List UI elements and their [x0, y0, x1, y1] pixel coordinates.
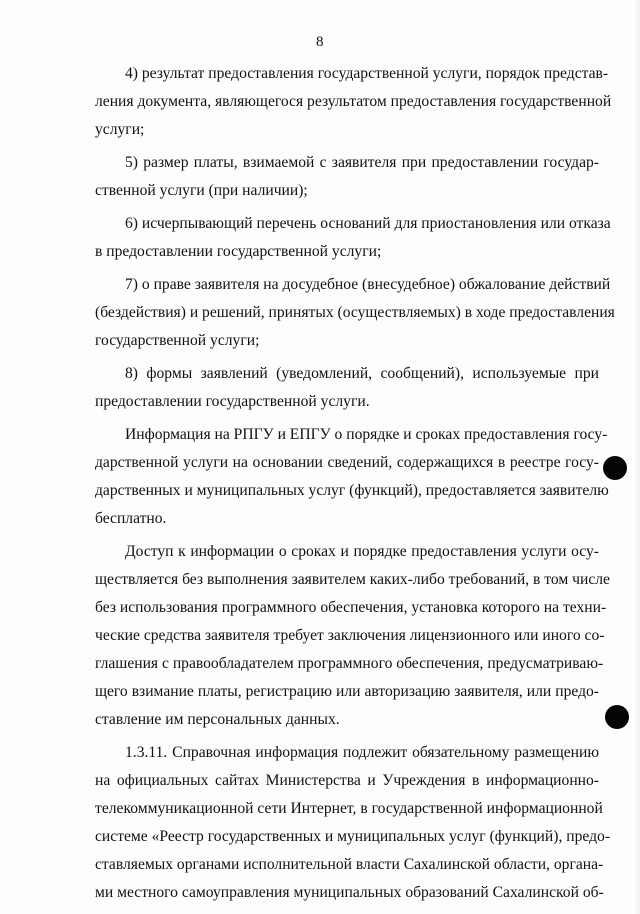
text-line: на официальных сайтах Министерства и Учреждения в информационно-	[95, 772, 599, 789]
text-line: 5) размер платы, взимаемой с заявителя при предоставлении государ-	[125, 154, 599, 171]
text-line: бесплатно.	[95, 510, 167, 527]
scan-edge-shadow	[634, 0, 640, 914]
text-line: государственной услуги;	[95, 332, 260, 349]
text-line: 7) о праве заявителя на досудебное (внесудебное) обжалование действий	[125, 276, 611, 293]
page-number: 8	[316, 34, 324, 50]
text-line: системе «Реестр государственных и муниципальных услуг (функций), предо-	[95, 828, 611, 845]
text-line: дарственных и муниципальных услуг (функций), предоставляется заявителю	[95, 482, 609, 499]
text-line: услуги;	[95, 121, 145, 138]
text-line: глашения с правообладателем программного обеспечения, предусматриваю-	[95, 655, 604, 672]
text-line: предоставлении государственной услуги.	[95, 393, 370, 410]
text-line: дарственной услуги на основании сведений, содержащихся в реестре госу-	[95, 454, 599, 471]
text-line: 6) исчерпывающий перечень оснований для приостановления или отказа	[125, 215, 611, 232]
text-line: в предоставлении государственной услуги;	[95, 243, 382, 260]
text-line: ческие средства заявителя требует заключения лицензионного или иного со-	[95, 627, 605, 644]
text-line: без использования программного обеспечения, установка которого на техни-	[95, 599, 607, 616]
text-line: ставляемых органами исполнительной власти Сахалинской области, органа-	[95, 856, 604, 873]
text-line: ми местного самоуправления муниципальных образований Сахалинской об-	[95, 884, 604, 901]
text-line: 4) результат предоставления государственной услуги, порядок представ-	[125, 65, 609, 82]
text-line: щего взимание платы, регистрацию или авторизацию заявителя, или предо-	[95, 683, 599, 700]
text-line: телекоммуникационной сети Интернет, в государственной информационной	[95, 800, 603, 817]
text-line: 8) формы заявлений (уведомлений, сообщений), используемые при	[125, 365, 599, 382]
text-line: Информация на РПГУ и ЕПГУ о порядке и сроках предоставления госу-	[125, 426, 608, 443]
document-body	[95, 60, 615, 907]
text-line: ставление им персональных данных.	[95, 711, 340, 728]
text-line: Доступ к информации о сроках и порядке предоставления услуги осу-	[125, 543, 599, 560]
text-line: ществляется без выполнения заявителем каких-либо требований, в том числе	[95, 571, 610, 588]
text-line: ственной услуги (при наличии);	[95, 182, 308, 199]
text-line: (бездействия) и решений, принятых (осуществляемых) в ходе предоставления	[95, 304, 615, 321]
punch-hole-mark	[605, 705, 629, 729]
punch-hole-mark	[603, 456, 627, 480]
text-line: ления документа, являющегося результатом предоставления государственной	[95, 93, 612, 110]
text-line: 1.3.11. Справочная информация подлежит обязательному размещению	[125, 744, 599, 761]
